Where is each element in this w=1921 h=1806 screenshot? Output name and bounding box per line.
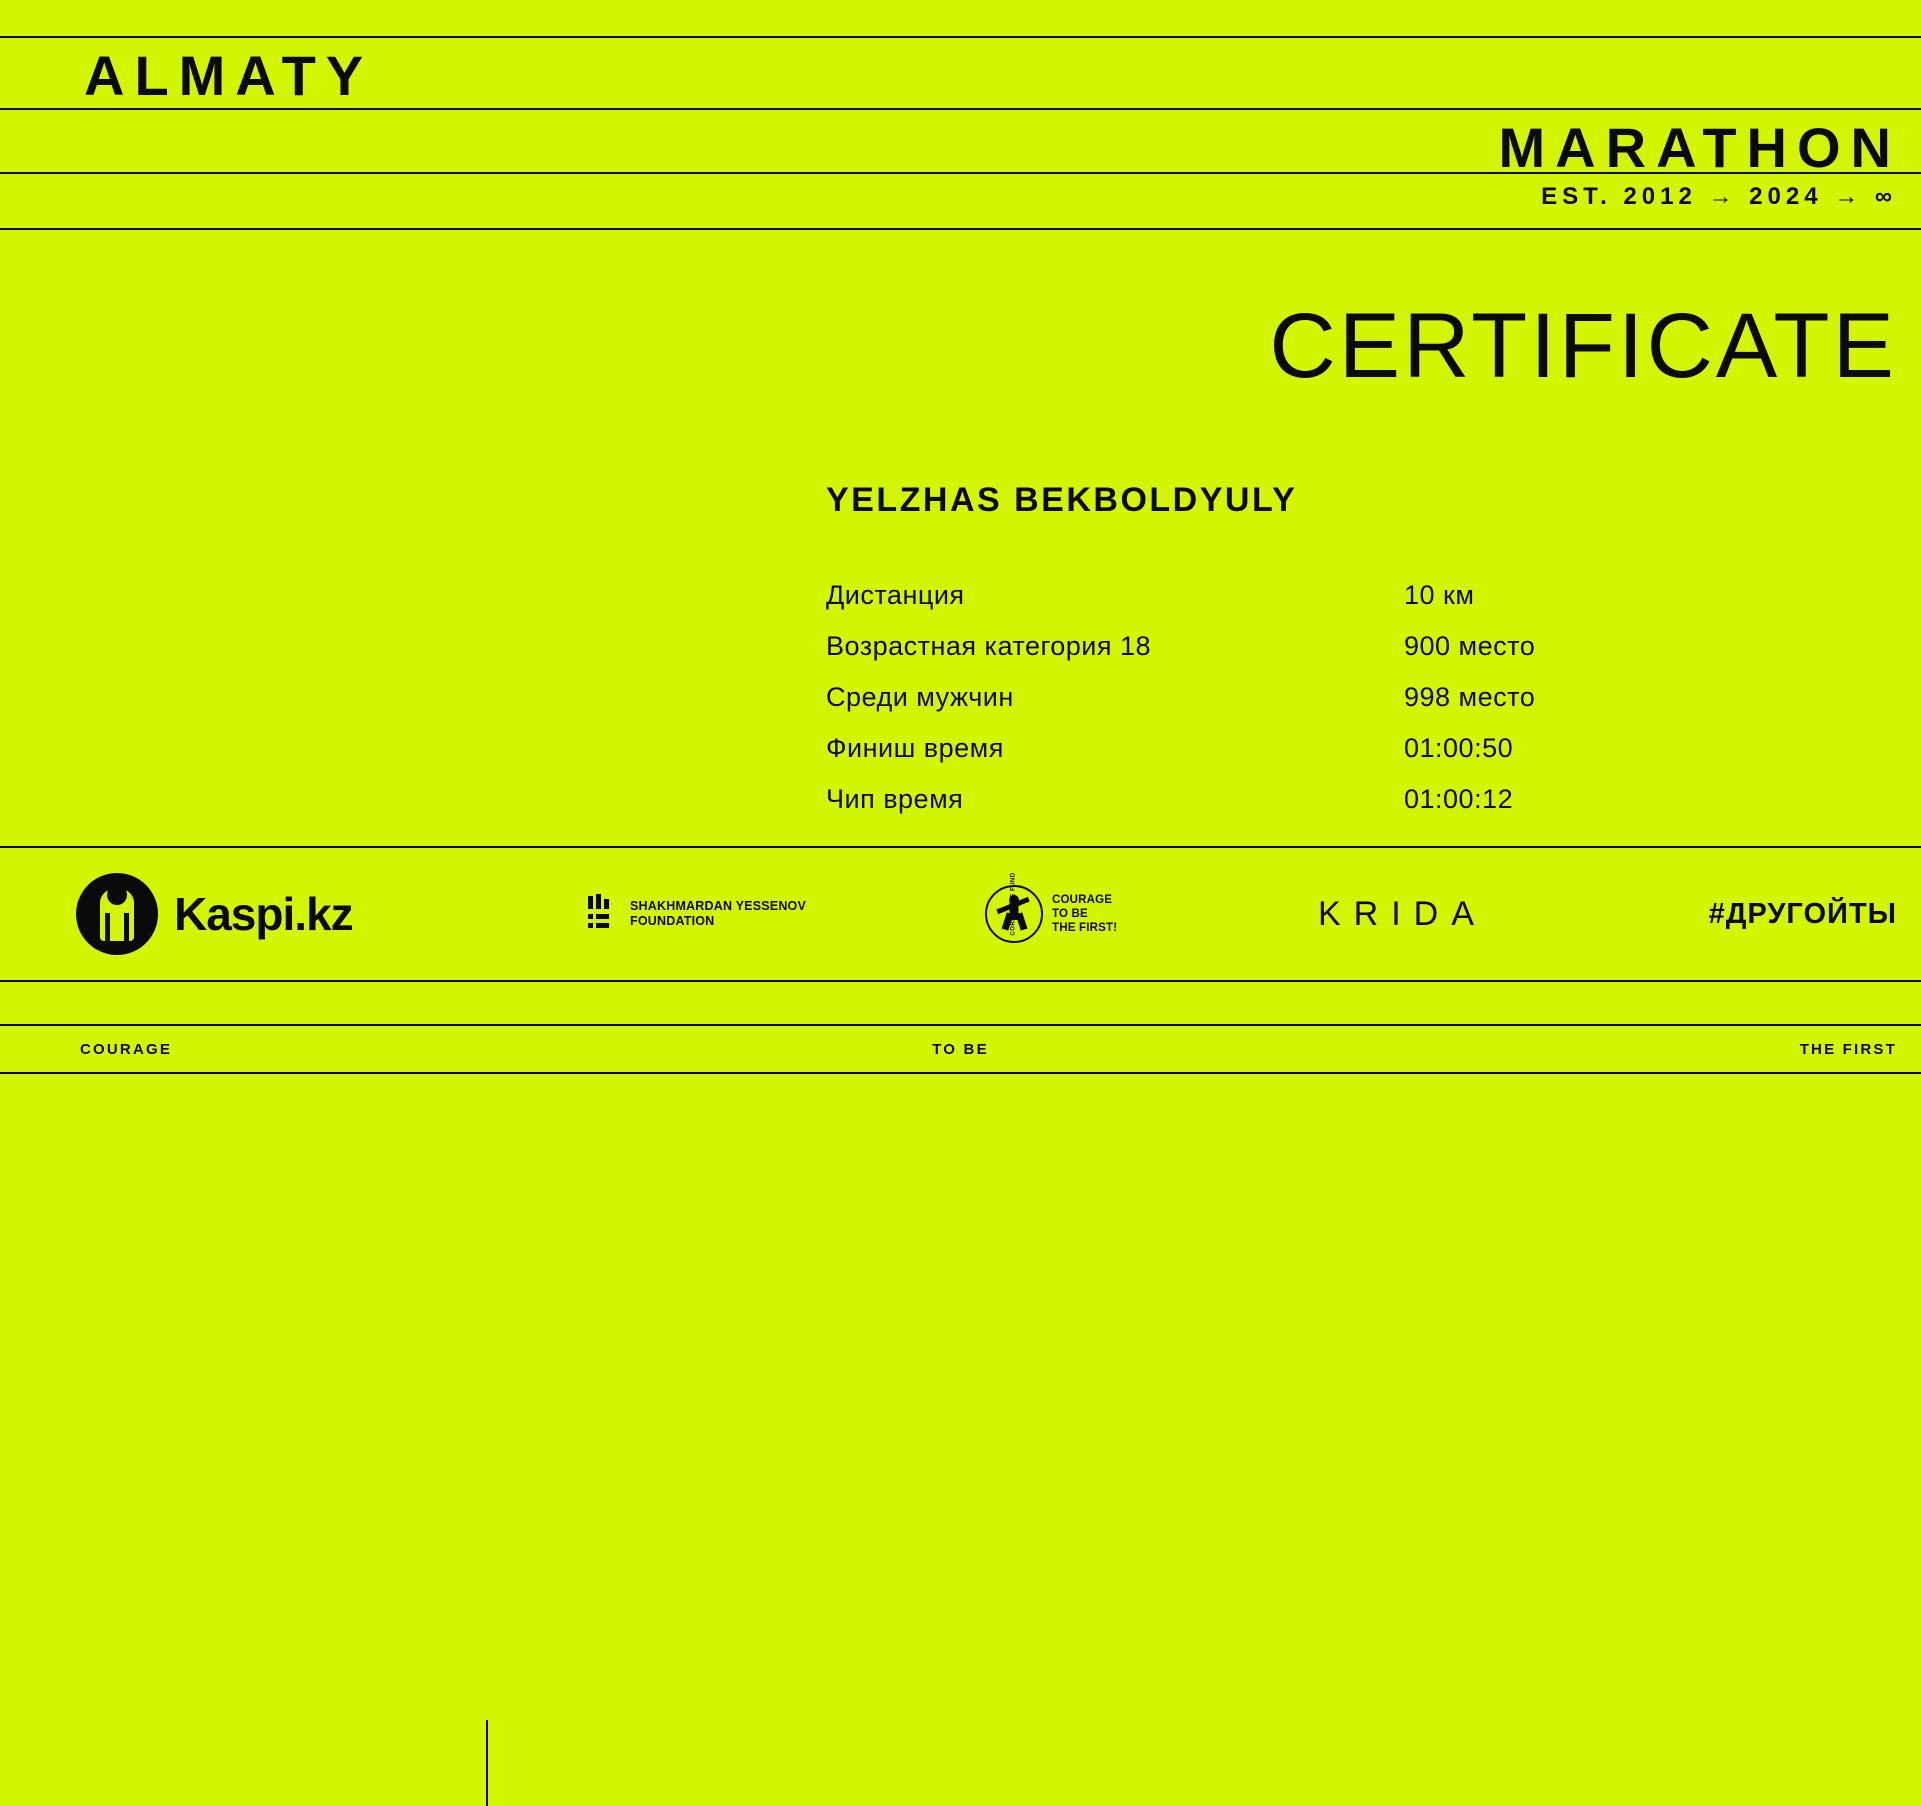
divider-rule-2 xyxy=(0,108,1921,110)
detail-row xyxy=(826,631,1606,682)
detail-value: 01:00:12 xyxy=(1404,784,1514,814)
participant-name: YELZHAS BEKBOLDYULY xyxy=(826,481,1298,519)
corporate-fund-line-3: THE FIRST! xyxy=(1052,922,1118,934)
divider-rule-6 xyxy=(0,980,1921,982)
detail-label: Дистанция xyxy=(826,580,965,610)
detail-value: 10 км xyxy=(1404,580,1475,610)
kaspi-wordmark: Kaspi.kz xyxy=(174,888,353,940)
result-details xyxy=(826,580,1606,835)
detail-row xyxy=(826,784,1606,835)
krida-wordmark: KRIDA xyxy=(1318,895,1487,933)
detail-label: Чип время xyxy=(826,784,964,814)
yessenov-line-2: FOUNDATION xyxy=(630,914,715,928)
detail-value: 01:00:50 xyxy=(1404,733,1514,763)
corporate-fund-wordmark xyxy=(1052,893,1117,935)
detail-row xyxy=(826,682,1606,733)
sponsor-drugoity xyxy=(1709,848,1897,980)
yessenov-wordmark xyxy=(630,899,806,929)
yessenov-line-1: SHAKHMARDAN YESSENOV xyxy=(630,899,807,913)
event-name-line-1: ALMATY xyxy=(84,44,374,107)
footer-center-word: TO BE xyxy=(932,1040,989,1058)
yessenov-foundation-icon xyxy=(588,894,618,934)
footer-left-word: COURAGE xyxy=(80,1040,173,1058)
detail-row xyxy=(826,580,1606,631)
kaspi-logo-icon xyxy=(76,873,158,955)
sponsor-kaspi xyxy=(76,848,353,980)
sponsor-corporate-fund xyxy=(985,848,1117,980)
sponsor-strip xyxy=(0,848,1921,980)
sponsor-yessenov xyxy=(588,848,806,980)
event-established-line: EST. 2012 → 2024 → ∞ xyxy=(1541,183,1897,210)
sponsor-krida xyxy=(1318,848,1487,980)
detail-label: Возрастная категория 18 xyxy=(826,631,1151,661)
detail-label: Среди мужчин xyxy=(826,682,1014,712)
corporate-fund-line-2: TO BE xyxy=(1052,908,1088,920)
detail-row xyxy=(826,733,1606,784)
event-name-line-2: MARATHON xyxy=(1498,116,1901,179)
detail-value: 998 место xyxy=(1404,682,1536,712)
divider-rule-8 xyxy=(0,1072,1921,1074)
detail-label: Финиш время xyxy=(826,733,1004,763)
detail-value: 900 место xyxy=(1404,631,1536,661)
footer-right-word: THE FIRST xyxy=(1799,1040,1897,1058)
footer-tagline xyxy=(0,1026,1921,1072)
divider-rule-4 xyxy=(0,228,1921,230)
corporate-fund-line-1: COURAGE xyxy=(1052,894,1113,906)
sponsor-divider xyxy=(486,1720,488,1806)
divider-rule-1 xyxy=(0,36,1921,38)
drugoity-wordmark: #ДРУГОЙТЫ xyxy=(1708,898,1897,930)
page-title: CERTIFICATE xyxy=(1269,295,1897,397)
corporate-fund-icon xyxy=(985,885,1043,943)
